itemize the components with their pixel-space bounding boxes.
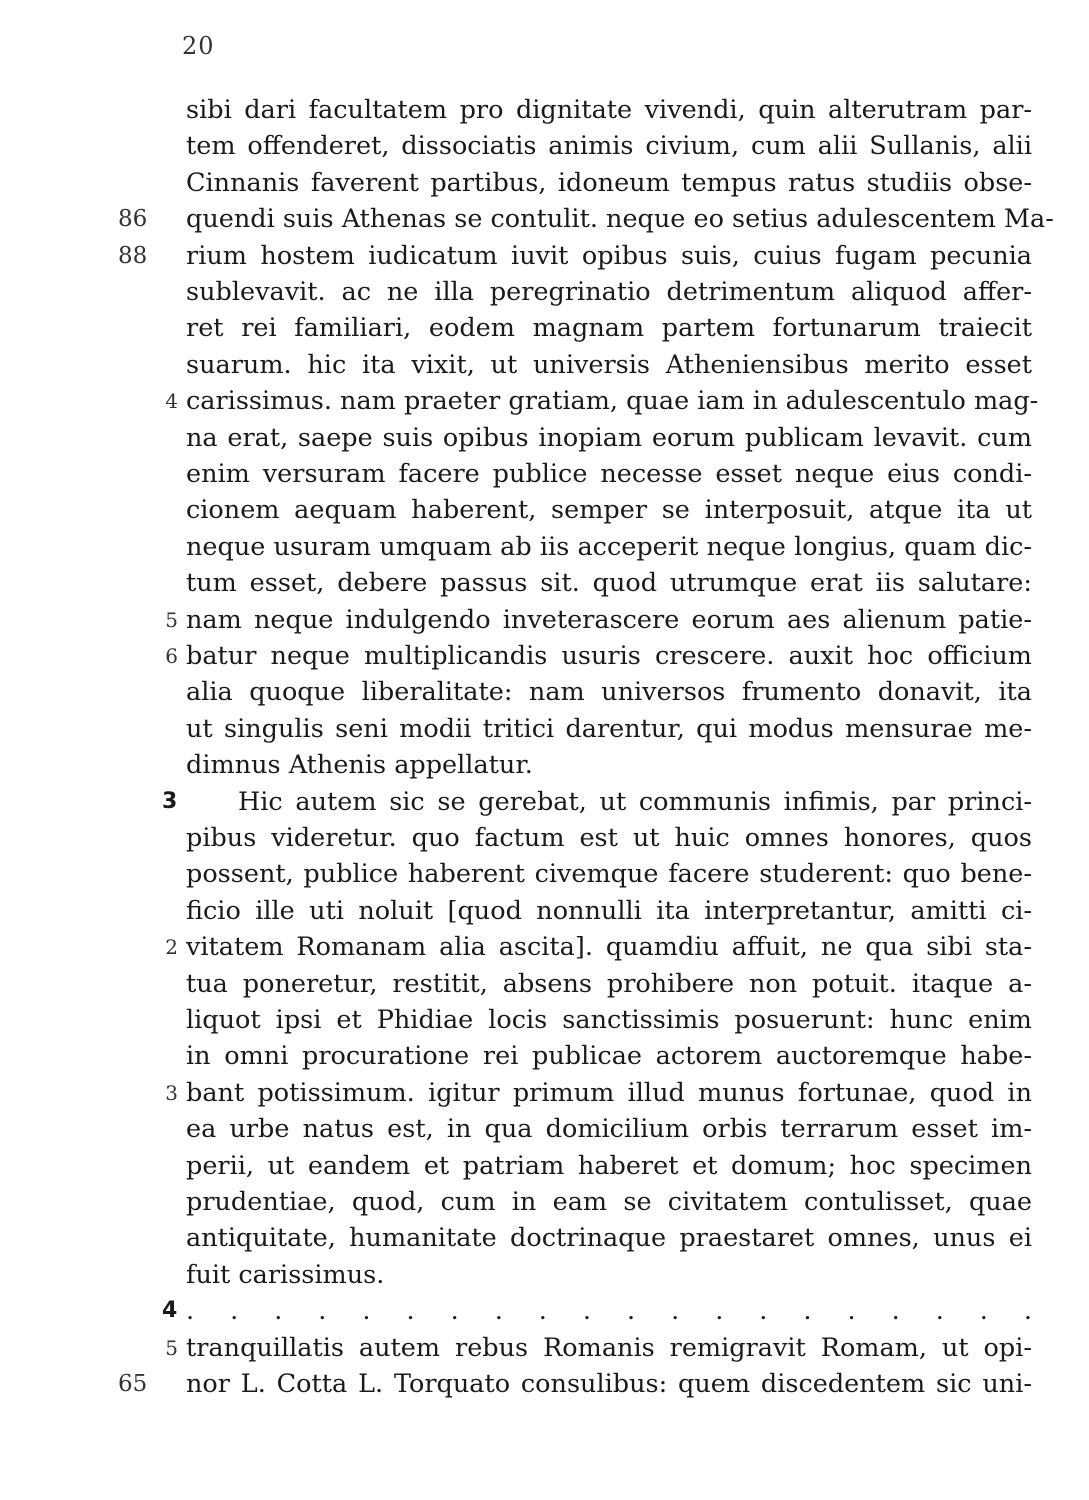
line-text: nam neque indulgendo inveterascere eorum aes alienum patie-	[186, 604, 1032, 635]
text-line	[0, 274, 1089, 310]
line-text: tranquillatis autem rebus Romanis remigravit Romam, ut opi-	[186, 1332, 1032, 1363]
line-text: . . . . . . . . . . . . . . . . . . . .	[186, 1296, 1032, 1327]
line-text: pibus videretur. quo factum est ut huic omnes honores, quos	[186, 823, 1032, 853]
line-text: liquot ipsi et Phidiae locis sanctissimis posuerunt: hunc enim	[186, 1005, 1032, 1035]
text-line	[0, 201, 1089, 237]
chapter-number: 3	[162, 788, 178, 814]
text-line	[0, 784, 1089, 820]
line-text: tua poneretur, restitit, absens prohibere non potuit. itaque a-	[186, 968, 1032, 999]
line-text: ut singulis seni modii tritici darentur, qui modus mensurae me-	[186, 713, 1032, 744]
text-line	[0, 1293, 1089, 1329]
line-text: tem offenderet, dissociatis animis civium, cum alii Sullanis, alii	[186, 131, 1032, 162]
line-text: neque usuram umquam ab iis acceperit neque longius, quam dic-	[186, 531, 1032, 562]
text-line	[0, 1148, 1089, 1184]
line-text: rium hostem iudicatum iuvit opibus suis, cuius fugam pecunia	[186, 240, 1032, 271]
text-line	[0, 638, 1089, 674]
text-line	[0, 420, 1089, 456]
line-text: na erat, saepe suis opibus inopiam eorum publicam levavit. cum	[186, 422, 1032, 453]
line-text: quendi suis Athenas se contulit. neque eo setius adulescentem Ma-	[186, 204, 1054, 235]
line-text: batur neque multiplicandis usuris crescere. auxit hoc officium	[186, 641, 1032, 671]
text-line	[0, 1257, 1089, 1293]
text-line	[0, 966, 1089, 1002]
outer-margin-number: 86	[118, 206, 148, 233]
section-number: 3	[165, 1080, 178, 1105]
line-text: ficio ille uti noluit [quod nonnulli ita interpretantur, amitti ci-	[186, 895, 1032, 926]
text-line	[0, 456, 1089, 492]
text-line	[0, 893, 1089, 929]
line-text: antiquitate, humanitate doctrinaque praestaret omnes, unus ei	[186, 1223, 1032, 1254]
line-text: prudentiae, quod, cum in eam se civitatem contulisset, quae	[186, 1187, 1032, 1217]
line-text: Hic autem sic se gerebat, ut communis infimis, par princi-	[238, 786, 1032, 817]
line-text: perii, ut eandem et patriam haberet et domum; hoc specimen	[186, 1150, 1032, 1181]
text-line	[0, 602, 1089, 638]
line-text: vitatem Romanam alia ascita]. quamdiu affuit, ne qua sibi sta-	[186, 932, 1032, 963]
line-text: suarum. hic ita vixit, ut universis Atheniensibus merito esset	[186, 349, 1032, 380]
line-text: Cinnanis faverent partibus, idoneum tempus ratus studiis obse-	[186, 167, 1032, 198]
line-text: ret rei familiari, eodem magnam partem fortunarum traiecit	[186, 313, 1032, 344]
page-number: 20	[182, 32, 215, 60]
text-line	[0, 711, 1089, 747]
text-line	[0, 1184, 1089, 1220]
text-line	[0, 92, 1089, 128]
line-text: nor L. Cotta L. Torquato consulibus: quem discedentem sic uni-	[186, 1369, 1032, 1399]
text-line	[0, 820, 1089, 856]
text-line	[0, 674, 1089, 710]
section-number: 2	[165, 935, 178, 960]
line-text: possent, publice haberent civemque facere studerent: quo bene-	[186, 859, 1032, 890]
outer-margin-number: 88	[118, 242, 148, 269]
section-number: 5	[165, 1335, 178, 1360]
text-line	[0, 747, 1089, 783]
text-line	[0, 1111, 1089, 1147]
text-line	[0, 347, 1089, 383]
text-line	[0, 165, 1089, 201]
section-number: 6	[165, 644, 178, 668]
line-text: cionem aequam haberent, semper se interposuit, atque ita ut	[186, 495, 1032, 526]
chapter-number: 4	[162, 1298, 178, 1324]
section-number: 4	[165, 389, 178, 414]
text-line	[0, 929, 1089, 965]
line-text: sibi dari facultatem pro dignitate vivendi, quin alterutram par-	[186, 95, 1032, 125]
line-text: carissimus. nam praeter gratiam, quae iam in adulescentulo mag-	[186, 386, 1039, 417]
outer-margin-number: 65	[118, 1371, 148, 1397]
line-text: in omni procuratione rei publicae actorem auctoremque habe-	[186, 1041, 1032, 1072]
text-line	[0, 1220, 1089, 1256]
text-line	[0, 1330, 1089, 1366]
section-number: 5	[165, 607, 178, 632]
text-line	[0, 492, 1089, 528]
line-text: alia quoque liberalitate: nam universos frumento donavit, ita	[186, 677, 1032, 708]
line-text: sublevavit. ac ne illa peregrinatio detrimentum aliquod affer-	[186, 277, 1032, 307]
text-line	[0, 856, 1089, 892]
line-text: tum esset, debere passus sit. quod utrumque erat iis salutare:	[186, 568, 1032, 599]
line-text: enim versuram facere publice necesse esset neque eius condi-	[186, 459, 1032, 489]
text-line	[0, 529, 1089, 565]
text-line	[0, 1366, 1089, 1402]
line-text: ea urbe natus est, in qua domicilium orbis terrarum esset im-	[186, 1114, 1032, 1145]
text-line	[0, 1002, 1089, 1038]
text-line	[0, 1075, 1089, 1111]
line-text: dimnus Athenis appellatur.	[186, 750, 533, 781]
text-line	[0, 383, 1089, 419]
text-line	[0, 565, 1089, 601]
text-line	[0, 310, 1089, 346]
text-line	[0, 128, 1089, 164]
line-text: bant potissimum. igitur primum illud munus fortunae, quod in	[186, 1077, 1032, 1108]
text-line	[0, 1038, 1089, 1074]
line-text: fuit carissimus.	[186, 1259, 385, 1290]
text-line	[0, 238, 1089, 274]
